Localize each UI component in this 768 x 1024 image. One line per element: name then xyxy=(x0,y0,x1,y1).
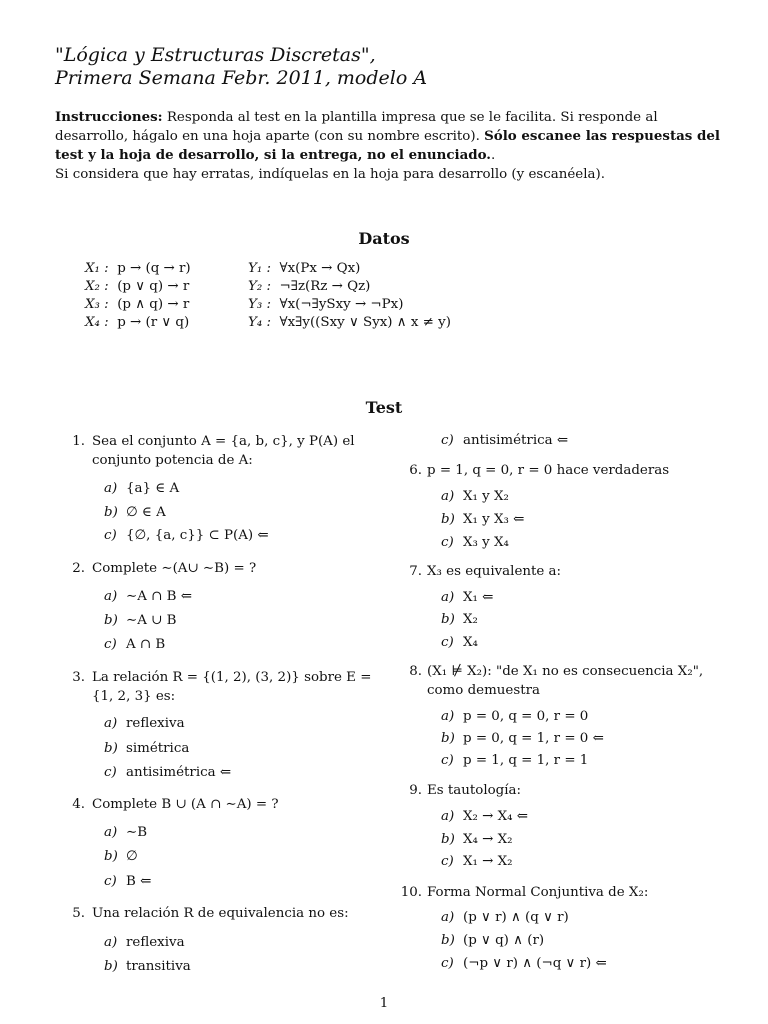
datos-x1: X₁ : p → (q → r) xyxy=(85,261,191,276)
document-title xyxy=(55,44,427,90)
q5-option-a: a) reflexiva xyxy=(104,935,185,950)
test-heading: Test xyxy=(365,398,403,417)
q1-option-c: c) {∅, {a, c}} ⊂ P(A) ⇐ xyxy=(104,528,269,543)
q8-option-a: a) p = 0, q = 0, r = 0 xyxy=(441,709,589,724)
q5-option-c: c) antisimétrica ⇐ xyxy=(441,433,569,448)
q6-option-b: b) X₁ y X₃ ⇐ xyxy=(441,512,525,527)
instructions-bold: Sólo escanee las respuestas del test y la hoja de desarrollo, si la entrega, no el enunciado. xyxy=(55,128,720,163)
q3-option-a: a) reflexiva xyxy=(104,716,185,731)
title-line-2: Primera Semana Febr. 2011, modelo A xyxy=(55,67,428,89)
q6-option-c: c) X₃ y X₄ xyxy=(441,535,509,550)
q4-option-b: b) ∅ xyxy=(104,849,138,864)
q7-option-a: a) X₁ ⇐ xyxy=(441,590,494,605)
datos-heading: Datos xyxy=(358,229,410,248)
instructions: Instrucciones: Responda al test en la plantilla impresa que se le facilita. Si responde al desarrollo, hágalo en una hoja aparte (con su nombre escrito). Sólo escanee las respuestas del test y la hoja de desarrollo, si la entrega, no el enunciado.. Si considera que hay erratas, indíquelas en la hoja para desarrollo (y escanéela). xyxy=(55,109,720,182)
q10-option-a: a) (p ∨ r) ∧ (q ∨ r) xyxy=(441,910,569,925)
instructions-text: Responda al test en la plantilla impresa que se le facilita. Si responde al desarrollo, hágalo en una hoja aparte (con su nombre escrito). xyxy=(55,110,658,144)
q1-option-a: a) {a} ∈ A xyxy=(104,481,180,496)
q3-option-c: c) antisimétrica ⇐ xyxy=(104,765,232,780)
q3-option-b: b) simétrica xyxy=(104,741,190,756)
datos-x2: X₂ : (p ∨ q) → r xyxy=(85,279,190,294)
page-number: 1 xyxy=(379,996,389,1011)
instructions-line-2: Si considera que hay erratas, indíquelas en la hoja para desarrollo (y escanéela). xyxy=(55,167,605,182)
q4-option-a: a) ∼B xyxy=(104,825,148,840)
q7-option-b: b) X₂ xyxy=(441,612,478,627)
q9-option-b: b) X₄ → X₂ xyxy=(441,832,513,847)
datos-y1: Y₁ : ∀x(Px → Qx) xyxy=(248,261,361,276)
q4-option-c: c) B ⇐ xyxy=(104,874,152,889)
datos-y2: Y₂ : ¬∃z(Rz → Qz) xyxy=(248,279,371,294)
q8-option-b: b) p = 0, q = 1, r = 0 ⇐ xyxy=(441,731,604,746)
q6-option-a: a) X₁ y X₂ xyxy=(441,489,509,504)
title-line-1: "Lógica y Estructuras Discretas", xyxy=(55,44,376,66)
q10-option-c: c) (¬p ∨ r) ∧ (¬q ∨ r) ⇐ xyxy=(441,956,607,971)
instructions-label: Instrucciones: xyxy=(55,109,163,125)
q5-option-b: b) transitiva xyxy=(104,959,191,974)
q2-option-b: b) ∼A ∪ B xyxy=(104,613,177,628)
q9-option-c: c) X₁ → X₂ xyxy=(441,854,513,869)
datos-x4: X₄ : p → (r ∨ q) xyxy=(85,315,190,330)
datos-y4: Y₄ : ∀x∃y((Sxy ∨ Syx) ∧ x ≠ y) xyxy=(248,315,451,330)
datos-x3: X₃ : (p ∧ q) → r xyxy=(85,297,190,312)
q8-option-c: c) p = 1, q = 1, r = 1 xyxy=(441,753,589,768)
q7-option-c: c) X₄ xyxy=(441,635,478,650)
q9-option-a: a) X₂ → X₄ ⇐ xyxy=(441,809,529,824)
q2-option-a: a) ∼A ∩ B ⇐ xyxy=(104,589,192,604)
datos-y3: Y₃ : ∀x(¬∃ySxy → ¬Px) xyxy=(248,297,404,312)
q10-option-b: b) (p ∨ q) ∧ (r) xyxy=(441,933,545,948)
q2-option-c: c) A ∩ B xyxy=(104,637,166,652)
q1-option-b: b) ∅ ∈ A xyxy=(104,505,166,520)
